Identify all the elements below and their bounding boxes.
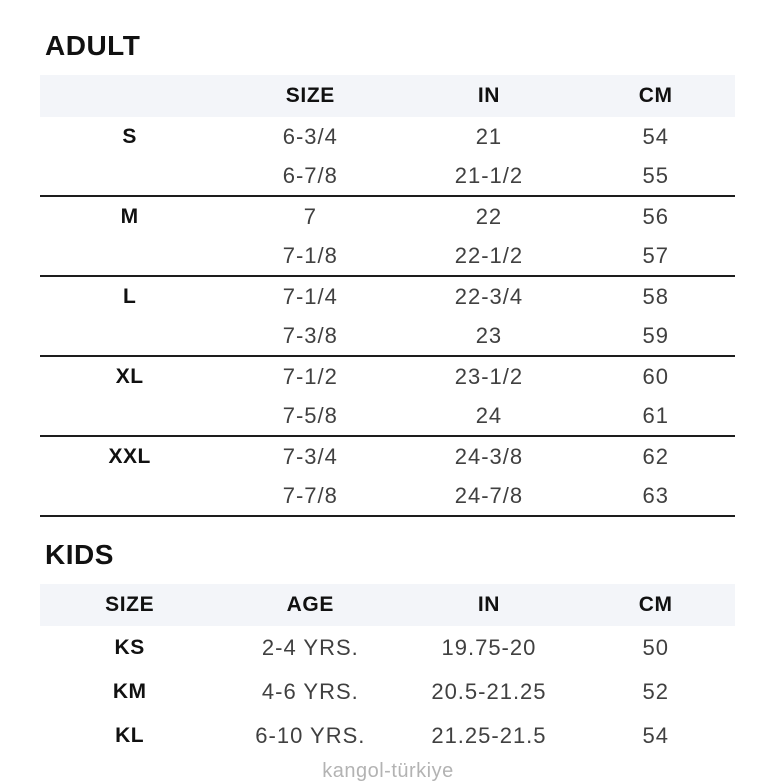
size-group-label: S xyxy=(122,124,137,148)
hat-size-cell: 7-5/8 xyxy=(282,402,338,428)
hat-size-cell: 7-1/2 xyxy=(282,363,338,389)
cm-cell: 63 xyxy=(642,482,669,508)
size-group-label: XXL xyxy=(108,444,151,468)
adult-section-title: ADULT xyxy=(45,30,141,61)
table-row xyxy=(40,714,735,758)
table-row xyxy=(40,670,735,714)
hat-size-cell: 7-1/4 xyxy=(282,283,338,309)
adult-size-group-s xyxy=(40,117,735,197)
cm-cell: 55 xyxy=(642,162,669,188)
kids-size-label: KM xyxy=(112,680,147,703)
inches-cell: 23-1/2 xyxy=(454,363,524,389)
column-header-size: SIZE xyxy=(285,84,335,107)
inches-cell: 21 xyxy=(475,123,503,149)
hat-size-cell: 7 xyxy=(303,203,317,229)
column-header-size: SIZE xyxy=(105,593,155,616)
age-cell: 2-4 YRS. xyxy=(261,635,359,660)
table-row xyxy=(40,437,735,476)
table-row xyxy=(40,197,735,236)
table-row xyxy=(40,626,735,670)
inches-cell: 21.25-21.5 xyxy=(431,723,547,748)
adult-size-group-xl xyxy=(40,357,735,437)
hat-size-cell: 6-3/4 xyxy=(282,123,338,149)
cm-cell: 59 xyxy=(642,322,669,348)
kids-table-header-row xyxy=(40,584,735,626)
inches-cell: 22 xyxy=(475,203,503,229)
adult-size-group-xxl xyxy=(40,437,735,517)
cm-cell: 61 xyxy=(642,402,669,428)
hat-size-cell: 6-7/8 xyxy=(282,162,338,188)
column-header-cm: CM xyxy=(638,593,673,616)
cm-cell: 54 xyxy=(642,123,669,149)
table-row xyxy=(40,316,735,355)
hat-size-cell: 7-3/8 xyxy=(282,322,338,348)
size-group-label: M xyxy=(120,204,139,228)
cm-cell: 54 xyxy=(642,723,669,748)
table-row xyxy=(40,396,735,435)
hat-size-cell: 7-3/4 xyxy=(282,443,338,469)
table-row xyxy=(40,476,735,515)
inches-cell: 22-1/2 xyxy=(454,242,524,268)
cm-cell: 56 xyxy=(642,203,669,229)
inches-cell: 22-3/4 xyxy=(454,283,524,309)
column-header-in: IN xyxy=(477,593,501,616)
table-row xyxy=(40,357,735,396)
cm-cell: 50 xyxy=(642,635,669,660)
size-group-label: L xyxy=(122,284,137,308)
cm-cell: 60 xyxy=(642,363,669,389)
age-cell: 6-10 YRS. xyxy=(255,723,366,748)
size-group-label: XL xyxy=(115,364,144,388)
kids-size-table xyxy=(40,584,735,758)
table-row xyxy=(40,117,735,156)
hat-size-cell: 7-7/8 xyxy=(282,482,338,508)
inches-cell: 21-1/2 xyxy=(454,162,524,188)
adult-size-table xyxy=(40,75,735,517)
inches-cell: 24 xyxy=(475,402,503,428)
hat-size-cell: 7-1/8 xyxy=(282,242,338,268)
inches-cell: 19.75-20 xyxy=(441,635,537,660)
site-watermark: kangol-türkiye xyxy=(322,760,454,782)
inches-cell: 24-7/8 xyxy=(454,482,524,508)
table-row xyxy=(40,156,735,195)
column-header-in: IN xyxy=(477,84,501,107)
inches-cell: 20.5-21.25 xyxy=(431,679,547,704)
kids-size-label: KL xyxy=(115,724,145,747)
cm-cell: 58 xyxy=(642,283,669,309)
adult-table-header-row xyxy=(40,75,735,117)
adult-size-group-m xyxy=(40,197,735,277)
inches-cell: 23 xyxy=(475,322,503,348)
cm-cell: 57 xyxy=(642,242,669,268)
age-cell: 4-6 YRS. xyxy=(261,679,359,704)
inches-cell: 24-3/8 xyxy=(454,443,524,469)
kids-section-title: KIDS xyxy=(45,539,114,570)
cm-cell: 62 xyxy=(642,443,669,469)
cm-cell: 52 xyxy=(642,679,669,704)
table-row xyxy=(40,277,735,316)
table-row xyxy=(40,236,735,275)
column-header-cm: CM xyxy=(638,84,673,107)
adult-size-group-l xyxy=(40,277,735,357)
kids-size-label: KS xyxy=(114,636,145,659)
column-header-age: AGE xyxy=(286,593,334,616)
